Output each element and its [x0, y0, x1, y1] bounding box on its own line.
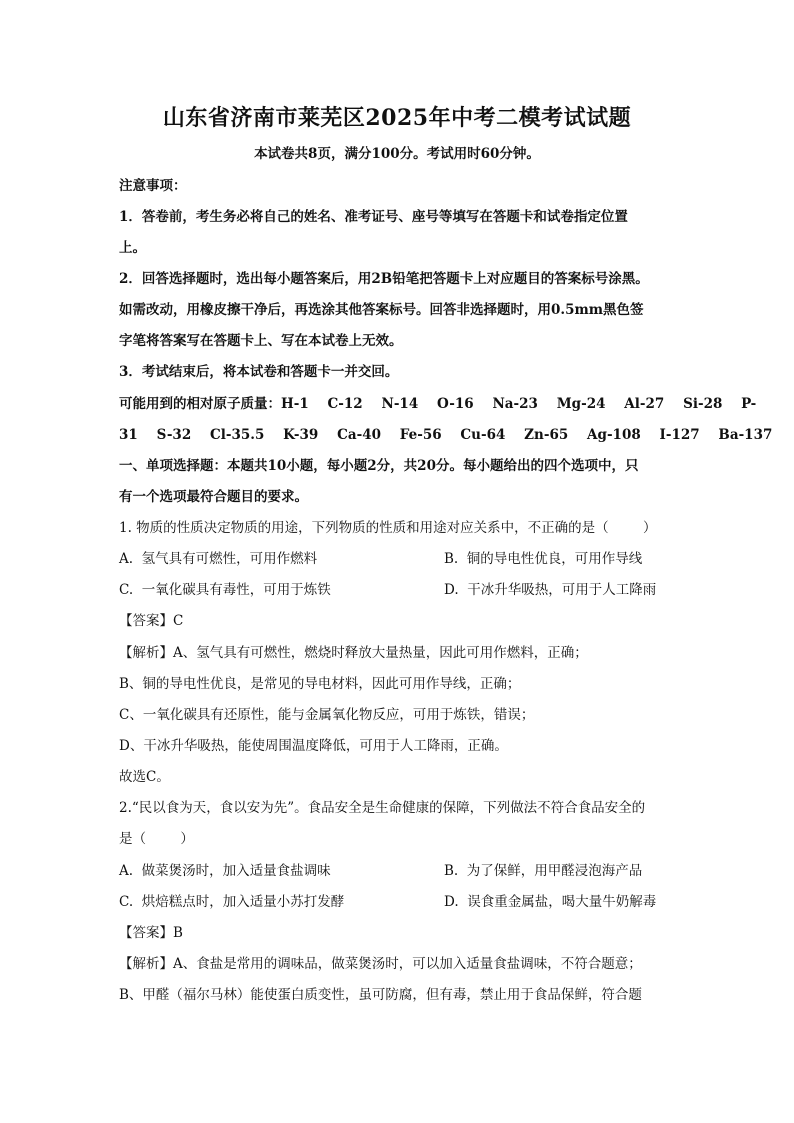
question-stem: 是（ ）: [119, 831, 194, 847]
notes-line: 上。: [119, 240, 146, 256]
section-heading: 一、单项选择题：本题共10小题，每小题2分，共20分。每小题给出的四个选项中，只: [119, 458, 639, 474]
answer-label: 【答案】B: [119, 925, 183, 941]
option-d: D. 误食重金属盐，喝大量牛奶解毒: [444, 894, 657, 910]
option-c: C. 烘焙糕点时，加入适量小苏打发酵: [119, 894, 345, 910]
option-b: B. 铜的导电性优良，可用作导线: [444, 551, 643, 567]
page-title: 山东省济南市莱芜区2025年中考二模考试试题: [162, 105, 632, 131]
question-stem: 1. 物质的性质决定物质的用途，下列物质的性质和用途对应关系中，不正确的是（ ）: [119, 520, 657, 536]
analysis-line: 【解析】A、氢气具有可燃性，燃烧时释放大量热量，因此可用作燃料，正确；: [119, 645, 588, 661]
notes-line: 2．回答选择题时，选出每小题答案后，用2B铅笔把答题卡上对应题目的答案标号涂黑。: [119, 271, 649, 287]
atomic-masses-line: 可能用到的相对原子质量：H-1 C-12 N-14 O-16 Na-23 Mg-24 Al-27 Si-28 P-: [119, 396, 757, 412]
notes-line: 字笔将答案写在答题卡上、写在本试卷上无效。: [119, 333, 403, 349]
analysis-line: C、一氧化碳具有还原性，能与金属氧化物反应，可用于炼铁，错误；: [119, 707, 535, 723]
atomic-masses-line: 31 S-32 Cl-35.5 K-39 Ca-40 Fe-56 Cu-64 Zn-65 Ag-108 I-127 Ba-137: [119, 427, 773, 443]
question-stem: 2.“民以食为天，食以安为先”。食品安全是生命健康的保障，下列做法不符合食品安全的: [119, 800, 646, 816]
section-heading: 有一个选项最符合题目的要求。: [119, 489, 308, 505]
conclusion-line: 故选C。: [119, 769, 170, 785]
option-c: C. 一氧化碳具有毒性，可用于炼铁: [119, 582, 331, 598]
analysis-line: D、干冰升华吸热，能使周围温度降低，可用于人工降雨，正确。: [119, 738, 508, 754]
analysis-line: B、铜的导电性优良，是常见的导电材料，因此可用作导线，正确；: [119, 676, 521, 692]
option-d: D. 干冰升华吸热，可用于人工降雨: [444, 582, 657, 598]
option-a: A. 氢气具有可燃性，可用作燃料: [119, 551, 318, 567]
page-subtitle: 本试卷共8页，满分100分。考试用时60分钟。: [254, 146, 540, 162]
notes-heading: 注意事项：: [119, 178, 187, 194]
option-a: A. 做菜煲汤时，加入适量食盐调味: [119, 863, 331, 879]
option-b: B. 为了保鲜，用甲醛浸泡海产品: [444, 863, 643, 879]
answer-label: 【答案】C: [119, 613, 184, 629]
notes-line: 如需改动，用橡皮擦干净后，再选涂其他答案标号。回答非选择题时，用0.5mm黑色签: [119, 302, 644, 318]
analysis-line: B、甲醛（福尔马林）能使蛋白质变性，虽可防腐，但有毒，禁止用于食品保鲜，符合题: [119, 987, 642, 1003]
analysis-line: 【解析】A、食盐是常用的调味品，做菜煲汤时，可以加入适量食盐调味，不符合题意；: [119, 956, 642, 972]
notes-line: 1．答卷前，考生务必将自己的姓名、准考证号、座号等填写在答题卡和试卷指定位置: [119, 209, 628, 225]
notes-line: 3．考试结束后，将本试卷和答题卡一并交回。: [119, 364, 399, 380]
